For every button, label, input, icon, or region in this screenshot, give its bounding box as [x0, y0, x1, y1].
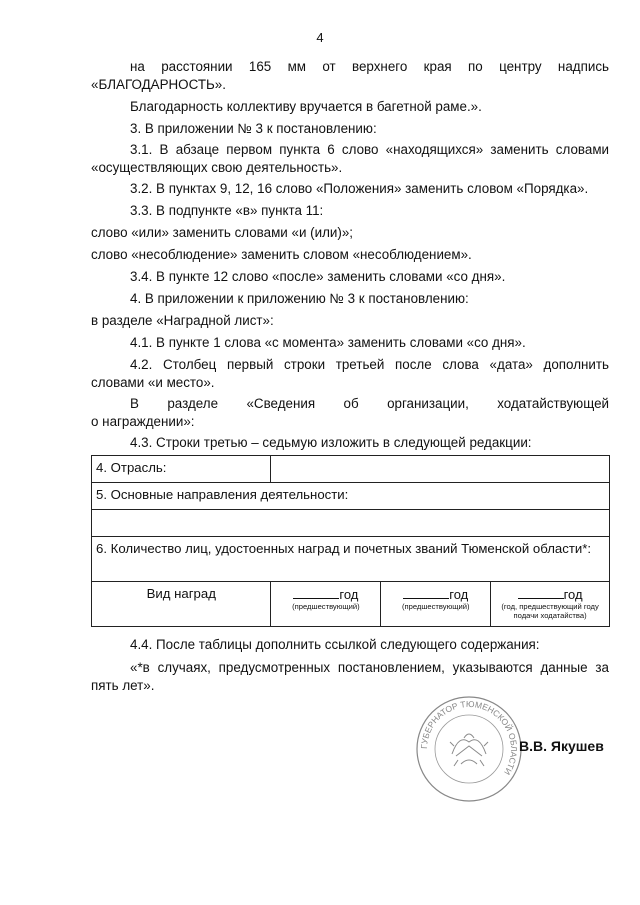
year-note: (год, предшествующий году подачи ходатайства)	[501, 602, 599, 620]
table-cell-year	[381, 582, 491, 627]
table-cell: 4. Отрасль:	[92, 456, 271, 483]
paragraph-line: на расстоянии 165 мм от верхнего края по центру надпись	[130, 59, 609, 74]
paragraph: 3.4. В пункте 12 слово «после» заменить словами «со дня».	[130, 269, 506, 284]
table-cell-year	[271, 582, 381, 627]
paragraph: 4.3. Строки третью – седьмую изложить в следующей редакции:	[130, 435, 532, 450]
year-word: год	[339, 587, 359, 602]
paragraph-3-1	[91, 141, 609, 177]
paragraph: 3. В приложении № 3 к постановлению:	[130, 121, 377, 136]
page-number: 4	[316, 30, 324, 45]
year-word: год	[449, 587, 469, 602]
table-cell: Вид наград	[92, 582, 271, 627]
year-note: (предшествующий)	[292, 602, 360, 611]
paragraph: 3.2. В пунктах 9, 12, 16 слово «Положения» заменить словом «Порядка».	[130, 181, 589, 196]
table-cell-empty	[92, 510, 610, 537]
paragraph-section-info	[91, 395, 609, 431]
paragraph-diploma-text	[91, 58, 609, 94]
year-line	[495, 586, 605, 602]
seal-emblem	[450, 734, 488, 766]
paragraph: 4.1. В пункте 1 слова «с момента» заменить словами «со дня».	[130, 335, 526, 350]
year-line	[275, 586, 376, 602]
table-cell: 6. Количество лиц, удостоенных наград и почетных званий Тюменской области*:	[92, 537, 610, 582]
year-word: год	[563, 587, 583, 602]
blank-underline	[403, 586, 449, 599]
paragraph-line: словами «и место».	[91, 375, 215, 390]
paragraph-line: «БЛАГОДАРНОСТЬ».	[91, 77, 226, 92]
official-seal	[414, 694, 524, 804]
paragraph: слово «или» заменить словами «и (или)»;	[91, 225, 354, 240]
paragraph: Благодарность коллективу вручается в багетной раме.».	[130, 99, 482, 114]
table-cell: 5. Основные направления деятельности:	[92, 483, 610, 510]
year-note: (предшествующий)	[401, 602, 470, 611]
paragraph-line: пять лет».	[91, 678, 155, 693]
paragraph: 3.3. В подпункте «в» пункта 11:	[130, 203, 324, 218]
paragraph-footnote	[91, 659, 609, 695]
table-row	[92, 456, 610, 483]
paragraph: 4.4. После таблицы дополнить ссылкой следующего содержания:	[130, 637, 540, 652]
blank-underline	[518, 586, 564, 599]
paragraph-4-2	[91, 356, 609, 392]
table-row	[92, 510, 610, 537]
table-cell-empty	[271, 456, 610, 483]
paragraph: слово «несоблюдение» заменить словом «несоблюдением».	[91, 247, 472, 262]
paragraph-line: «*в случаях, предусмотренных постановлением, указываются данные за	[130, 660, 609, 675]
year-line	[385, 586, 486, 602]
paragraph: в разделе «Наградной лист»:	[91, 313, 274, 328]
table-row	[92, 483, 610, 510]
paragraph-line: «осуществляющих свою деятельность».	[91, 160, 343, 175]
table-cell-year	[491, 582, 610, 627]
paragraph-line: 3.1. В абзаце первом пункта 6 слово «находящихся» заменить словами	[130, 142, 609, 157]
signature-name: В.В. Якушев	[519, 738, 604, 754]
paragraph-line: В разделе «Сведения об организации, ходатайствующей	[130, 396, 609, 411]
paragraph-line: о награждении»:	[91, 414, 195, 429]
award-sheet-table	[91, 455, 610, 627]
paragraph-line: 4.2. Столбец первый строки третьей после слова «дата» дополнить	[130, 357, 609, 372]
table-row	[92, 582, 610, 627]
blank-underline	[293, 586, 339, 599]
table-row	[92, 537, 610, 582]
paragraph: 4. В приложении к приложению № 3 к постановлению:	[130, 291, 469, 306]
seal-text: ГУБЕРНАТОР ТЮМЕНСКОЙ ОБЛАСТИ	[418, 698, 520, 777]
